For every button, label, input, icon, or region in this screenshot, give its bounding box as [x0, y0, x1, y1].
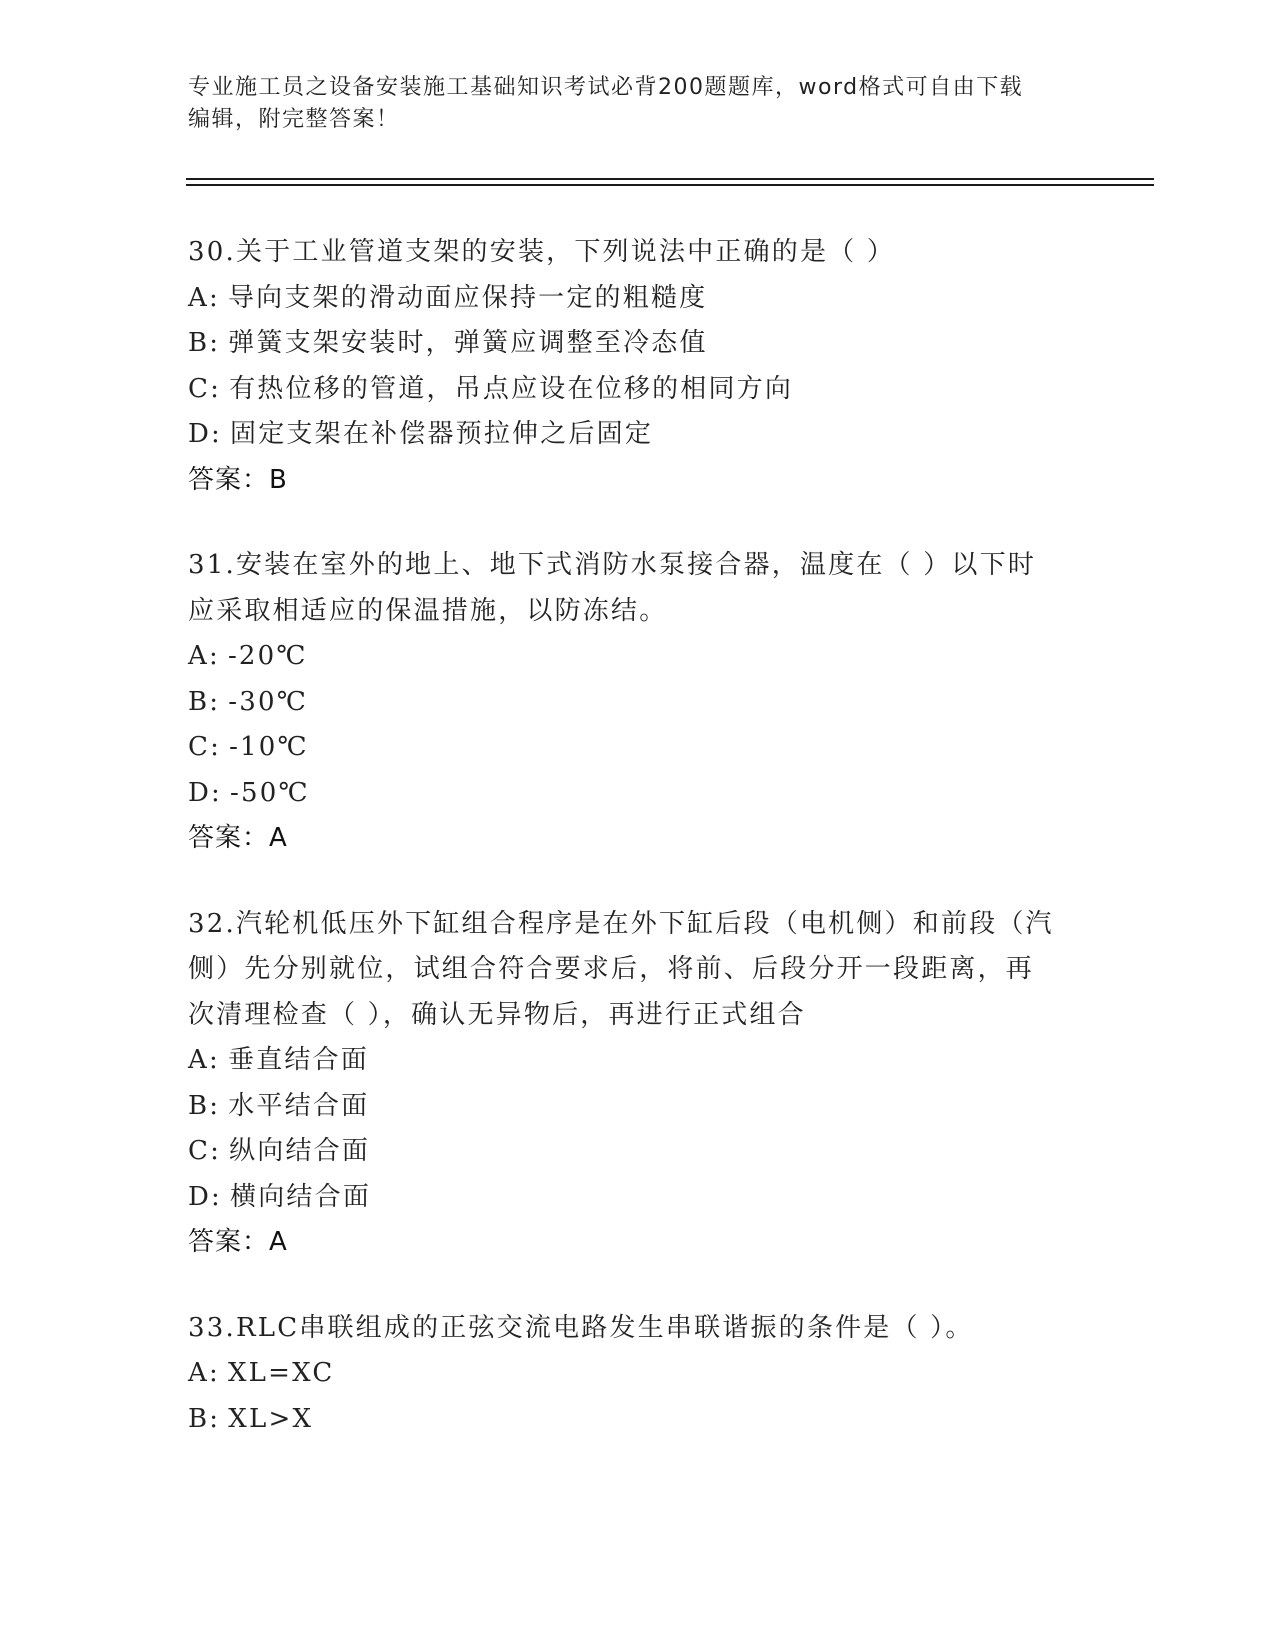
option-text: 导向支架的滑动面应保持一定的粗糙度 [227, 282, 708, 313]
option-letter: D: [188, 419, 223, 449]
header-divider-top [186, 178, 1154, 180]
option-text: -10℃ [229, 732, 309, 762]
question-33 [188, 1306, 1068, 1443]
option-letter: A: [188, 282, 220, 313]
option-a [188, 1038, 1068, 1084]
answer-line: 答案：A [188, 823, 288, 853]
option-text: -20℃ [227, 641, 308, 671]
option-a [188, 634, 1068, 680]
question-stem: 30.关于工业管道支架的安装，下列说法中正确的是（ ） [188, 237, 896, 267]
option-c [188, 725, 1068, 771]
option-letter: C: [188, 373, 222, 404]
question-list [188, 230, 1068, 1482]
option-text: 固定支架在补偿器预拉伸之后固定 [230, 419, 654, 449]
question-stem: 次清理检查（ ），确认无异物后，再进行正式组合 [188, 999, 806, 1030]
option-d [188, 771, 1068, 817]
option-letter: A: [188, 1045, 220, 1075]
option-letter: A: [188, 1358, 220, 1388]
option-text: -50℃ [230, 777, 310, 808]
option-text: 垂直结合面 [227, 1045, 369, 1075]
option-letter: A: [188, 641, 220, 671]
option-a [188, 1351, 1068, 1397]
option-text: -30℃ [228, 686, 309, 717]
option-b [188, 680, 1068, 726]
option-c [188, 1129, 1068, 1175]
option-letter: C: [188, 1136, 222, 1166]
option-letter: B: [188, 328, 221, 358]
header-line-1: 专业施工员之设备安装施工基础知识考试必背200题题库，word格式可自由下载 [188, 75, 1024, 100]
option-letter: B: [188, 1090, 221, 1121]
option-letter: B: [188, 686, 221, 717]
answer-line: 答案：B [188, 464, 288, 495]
option-text: XL=XC [227, 1358, 335, 1388]
option-b [188, 321, 1068, 367]
option-text: XL>X [228, 1403, 314, 1434]
question-30 [188, 230, 1068, 503]
question-32 [188, 902, 1068, 1266]
option-letter: C: [188, 732, 222, 762]
option-d [188, 1175, 1068, 1221]
option-text: 水平结合面 [228, 1090, 370, 1121]
option-b [188, 1397, 1068, 1443]
option-d [188, 412, 1068, 458]
question-stem: 侧）先分别就位，试组合符合要求后，将前、后段分开一段距离，再 [188, 954, 1035, 984]
option-letter: D: [188, 1181, 223, 1212]
option-letter: D: [188, 777, 223, 808]
document-header [188, 72, 1068, 136]
option-b [188, 1084, 1068, 1130]
header-line-2: 编辑，附完整答案！ [188, 107, 400, 132]
answer-line: 答案：A [188, 1227, 288, 1257]
question-stem: 32.汽轮机低压外下缸组合程序是在外下缸后段（电机侧）和前段（汽 [188, 908, 1054, 939]
option-letter: B: [188, 1403, 221, 1434]
header-divider-bottom [186, 184, 1154, 186]
option-c [188, 367, 1068, 413]
question-stem: 31.安装在室外的地上、地下式消防水泵接合器，温度在（ ）以下时 [188, 550, 1037, 580]
question-stem: 33.RLC串联组成的正弦交流电路发生串联谐振的条件是（ ）。 [188, 1312, 974, 1343]
option-text: 弹簧支架安装时，弹簧应调整至冷态值 [228, 328, 708, 358]
option-text: 有热位移的管道，吊点应设在位移的相同方向 [229, 373, 794, 404]
question-stem: 应采取相适应的保温措施，以防冻结。 [188, 595, 668, 626]
option-text: 纵向结合面 [229, 1136, 371, 1166]
question-31 [188, 543, 1068, 862]
option-text: 横向结合面 [230, 1181, 372, 1212]
option-a [188, 276, 1068, 322]
